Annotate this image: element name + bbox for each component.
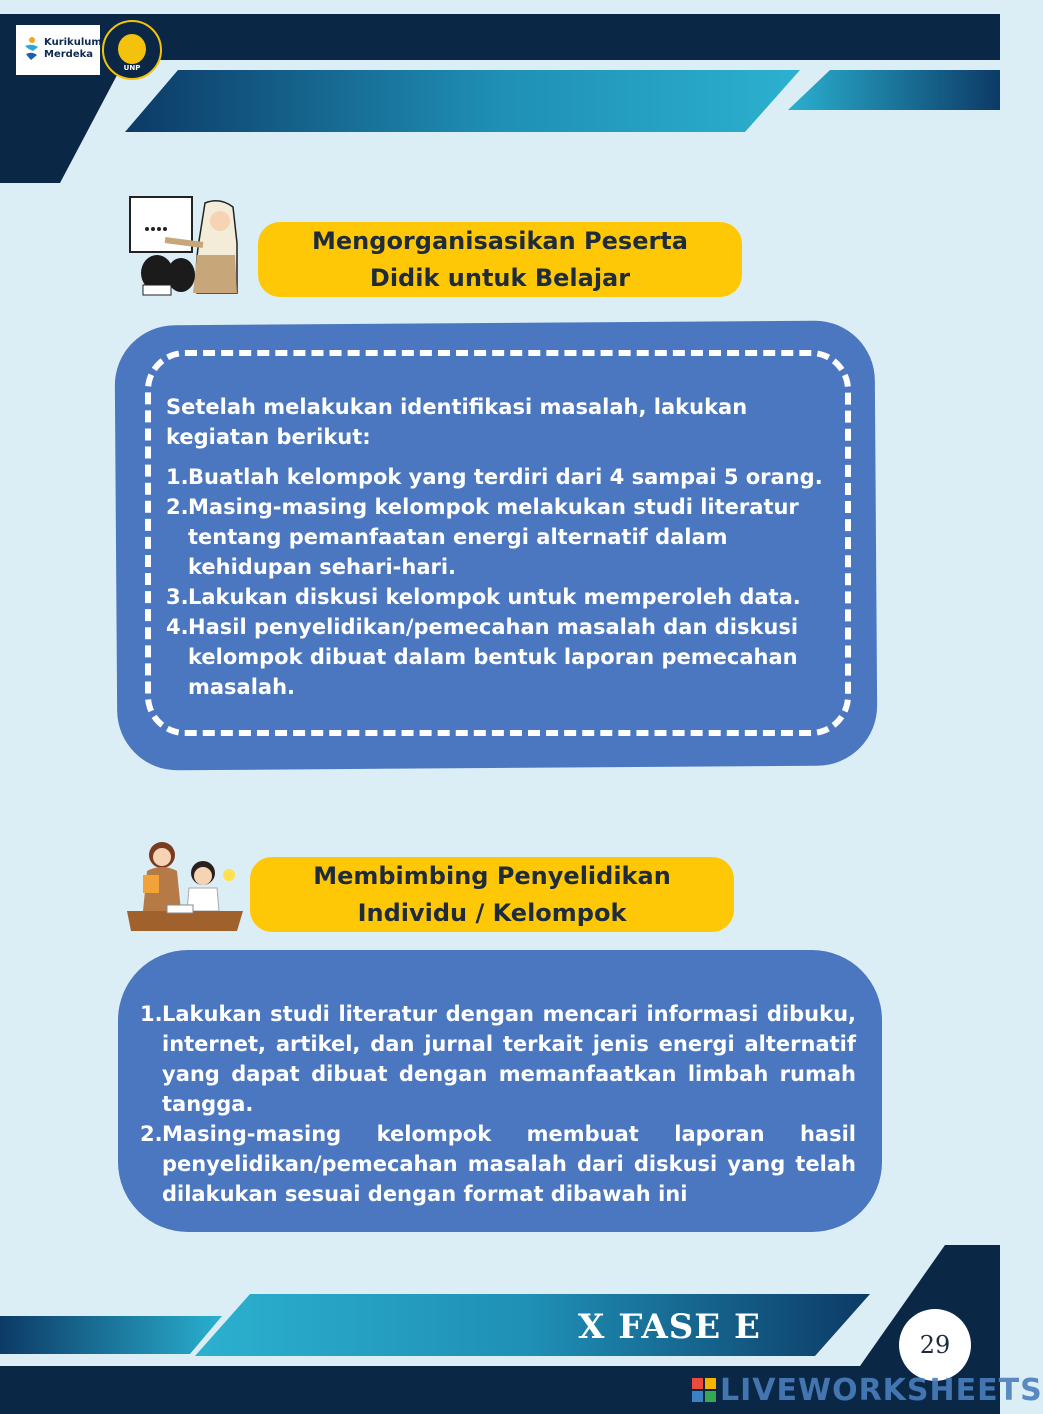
step-text: Lakukan studi literatur dengan mencari informasi dibuku, internet, artikel, dan jurnal terkait jenis energi alternatif yang dapat dibuat dengan memanfaatkan limbah rumah tangga. — [162, 1002, 856, 1116]
section-2-title-line-1: Membimbing Penyelidikan — [313, 862, 671, 890]
step-text: Masing-masing kelompok melakukan studi literatur tentang pemanfaatan energi alternatif dalam kehidupan sehari-hari. — [188, 495, 799, 579]
logo-line-2: Merdeka — [44, 49, 94, 60]
teacher-presenting-illustration-icon — [125, 195, 240, 295]
section-1-intro: Setelah melakukan identifikasi masalah, lakukan kegiatan berikut: — [166, 395, 748, 449]
section-1-title-line-1: Mengorganisasikan Peserta — [312, 227, 688, 255]
seal-emblem-icon — [118, 34, 146, 64]
section-1-title — [258, 222, 742, 297]
step-number: 4. — [166, 615, 189, 639]
list-item — [140, 1119, 856, 1209]
page-number: 29 — [899, 1309, 971, 1381]
list-item — [140, 999, 856, 1119]
list-item — [166, 462, 826, 492]
step-text: Buatlah kelompok yang terdiri dari 4 sampai 5 orang. — [188, 465, 823, 489]
step-number: 1. — [140, 1002, 163, 1026]
section-2-title-line-2: Individu / Kelompok — [357, 899, 627, 927]
liveworksheets-watermark[interactable]: LIVEWORKSHEETS — [720, 1373, 1043, 1408]
section-2-title — [250, 857, 734, 932]
teacher-guiding-student-illustration-icon — [125, 833, 245, 933]
liveworksheets-logo-icon — [692, 1378, 716, 1402]
list-item — [166, 612, 826, 702]
list-item — [166, 582, 826, 612]
step-number: 1. — [166, 465, 189, 489]
section-2-steps — [140, 999, 856, 1209]
step-text: Lakukan diskusi kelompok untuk memperoleh data. — [188, 585, 801, 609]
step-number: 2. — [140, 1122, 163, 1146]
logo-label — [44, 37, 102, 61]
section-1-steps — [166, 462, 826, 702]
seal-label: UNP — [123, 64, 141, 72]
step-number: 2. — [166, 495, 189, 519]
step-text: Hasil penyelidikan/pemecahan masalah dan diskusi kelompok dibuat dalam bentuk laporan pemecahan masalah. — [188, 615, 799, 699]
section-1-title-line-2: Didik untuk Belajar — [369, 264, 631, 292]
step-text: Masing-masing kelompok membuat laporan hasil penyelidikan/pemecahan masalah dari diskusi yang telah dilakukan sesuai dengan format dibawah ini — [162, 1122, 856, 1206]
logo-line-1: Kurikulum — [44, 37, 102, 48]
step-number: 3. — [166, 585, 189, 609]
class-phase-label: X FASE E — [578, 1307, 761, 1347]
kurikulum-merdeka-icon — [22, 36, 42, 64]
list-item — [166, 492, 826, 582]
